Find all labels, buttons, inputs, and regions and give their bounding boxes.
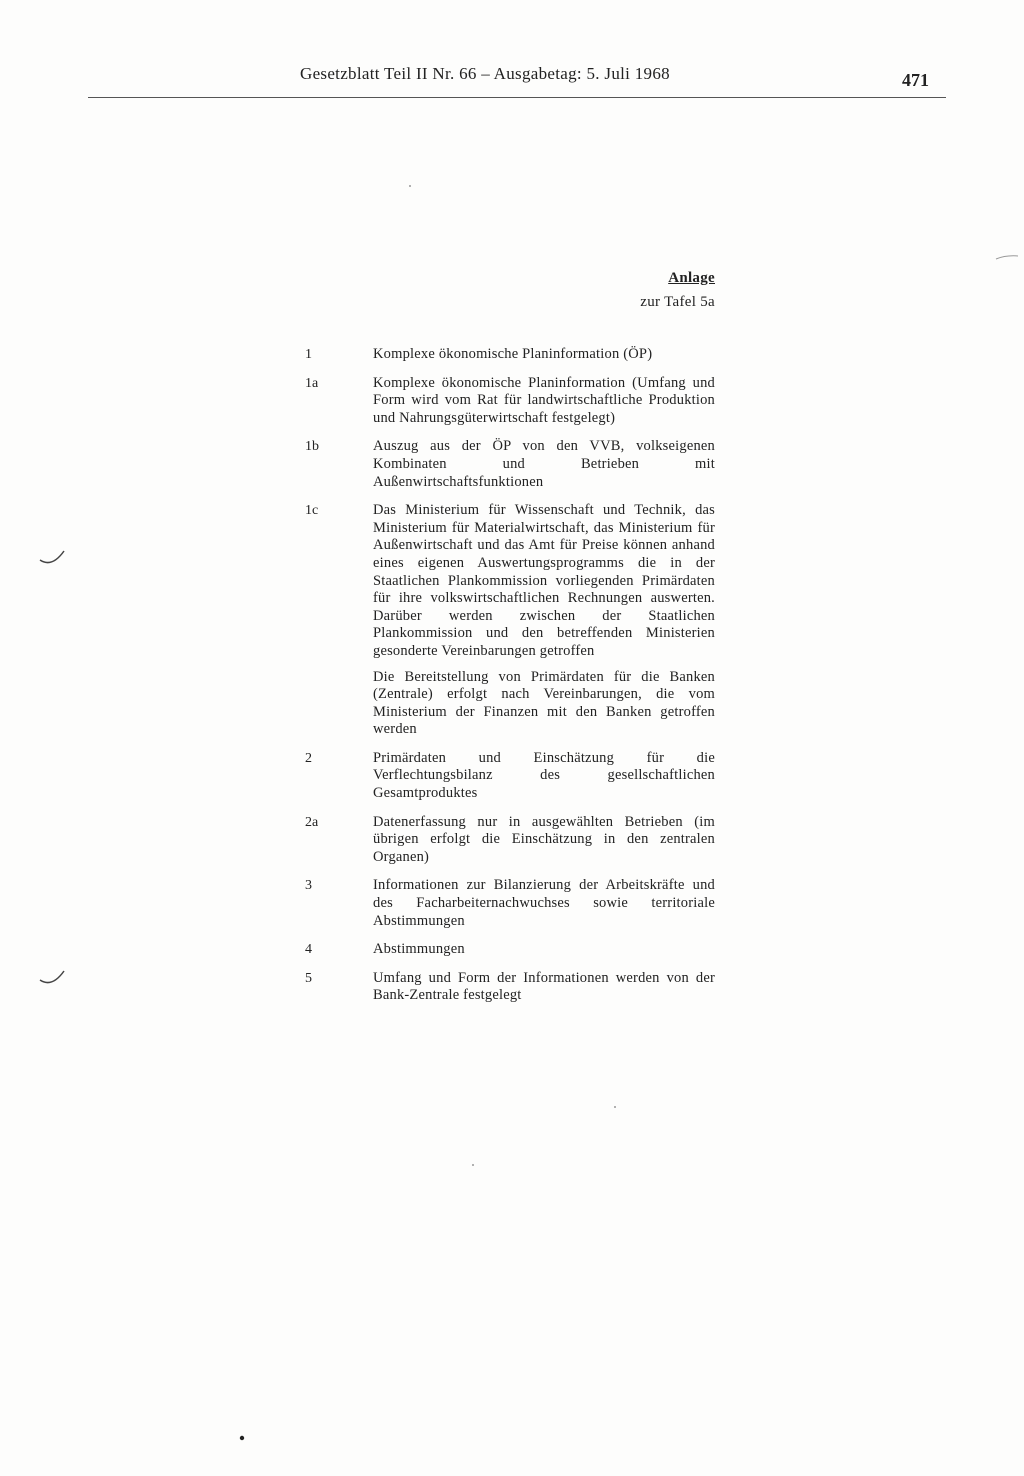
- entry-number: 1b: [305, 439, 319, 455]
- list-item: [305, 375, 717, 428]
- entry-text: [373, 750, 715, 803]
- entry-list: [305, 346, 717, 1016]
- appendix-subtitle: zur Tafel 5a: [640, 294, 715, 310]
- header-divider: [88, 97, 946, 98]
- entry-paragraph: Die Bereitstellung von Primärdaten für die Banken (Zentrale) erfolgt nach Vereinbarungen, die vom Ministerium der Finanzen mit den Banken getroffen werden: [373, 668, 715, 738]
- entry-paragraph: Informationen zur Bilanzierung der Arbeitskräfte und des Facharbeiternachwuchses sowie territoriale Abstimmungen: [373, 877, 715, 929]
- entry-number: 1a: [305, 375, 319, 391]
- entry-paragraph: Das Ministerium für Wissenschaft und Technik, das Ministerium für Materialwirtschaft, das Ministerium für Außenwirtschaft und das Amt für Preise können anhand eines eigenen Auswertungsprogramms die in der Staatlichen Plankommission vorliegenden Primärdaten für ihre volkswirtschaftlichen Rechnungen auswerten. Darüber werden zwischen der Staatlichen Plankommission und den betreffenden Ministerien gesonderte Vereinbarungen getroffen: [373, 502, 715, 659]
- entry-paragraph: Auszug aus der ÖP von den VVB, volkseigenen Kombinaten und Betrieben mit Außenwirtschaftsfunktionen: [373, 438, 715, 490]
- list-item: [305, 502, 717, 739]
- margin-tick-mark-icon: [38, 968, 68, 988]
- page-number: 471: [902, 70, 929, 90]
- entry-paragraph: Komplexe ökonomische Planinformation (ÖP): [373, 346, 653, 362]
- appendix-title: Anlage: [668, 270, 715, 286]
- entry-paragraph: Umfang und Form der Informationen werden von der Bank-Zentrale festgelegt: [373, 969, 715, 1004]
- entry-number: 4: [305, 942, 312, 958]
- entry-number: 1: [305, 347, 312, 362]
- entry-number: 1c: [305, 503, 319, 519]
- entry-text: [373, 814, 715, 867]
- page-header-title: Gesetzblatt Teil II Nr. 66 – Ausgabetag: 5. Juli 1968: [300, 64, 670, 83]
- scan-speck-icon: [407, 183, 413, 189]
- entry-paragraph: Abstimmungen: [373, 941, 465, 958]
- scan-speck-icon: [238, 1434, 246, 1442]
- entry-number: 3: [305, 878, 312, 894]
- entry-text: [373, 970, 715, 1005]
- scan-speck-icon: [612, 1104, 618, 1110]
- margin-tick-mark-icon: [38, 548, 68, 568]
- entry-paragraph: Datenerfassung nur in ausgewählten Betrieben (im übrigen erfolgt die Einschätzung in den zentralen Organen): [373, 813, 715, 865]
- list-item: [305, 941, 717, 959]
- entry-number: 5: [305, 970, 312, 986]
- appendix-heading: [640, 266, 715, 314]
- list-item: [305, 877, 717, 930]
- entry-number: 2a: [305, 814, 319, 830]
- entry-text: [373, 502, 715, 739]
- entry-paragraph: Primärdaten und Einschätzung für die Verflechtungsbilanz des gesellschaftlichen Gesamtproduktes: [373, 749, 715, 802]
- edge-scribble-icon: [994, 250, 1020, 264]
- entry-text: [373, 941, 715, 959]
- list-item: [305, 346, 717, 364]
- entry-text: [373, 438, 715, 491]
- scan-speck-icon: [470, 1162, 476, 1168]
- entry-paragraph: Komplexe ökonomische Planinformation (Umfang und Form wird vom Rat für landwirtschaftliche Produktion und Nahrungsgüterwirtschaft festgelegt): [373, 374, 715, 426]
- entry-number: 2: [305, 750, 312, 766]
- list-item: [305, 750, 717, 803]
- entry-text: [373, 346, 715, 364]
- entry-text: [373, 375, 715, 428]
- list-item: [305, 970, 717, 1005]
- list-item: [305, 438, 717, 491]
- entry-text: [373, 877, 715, 930]
- list-item: [305, 814, 717, 867]
